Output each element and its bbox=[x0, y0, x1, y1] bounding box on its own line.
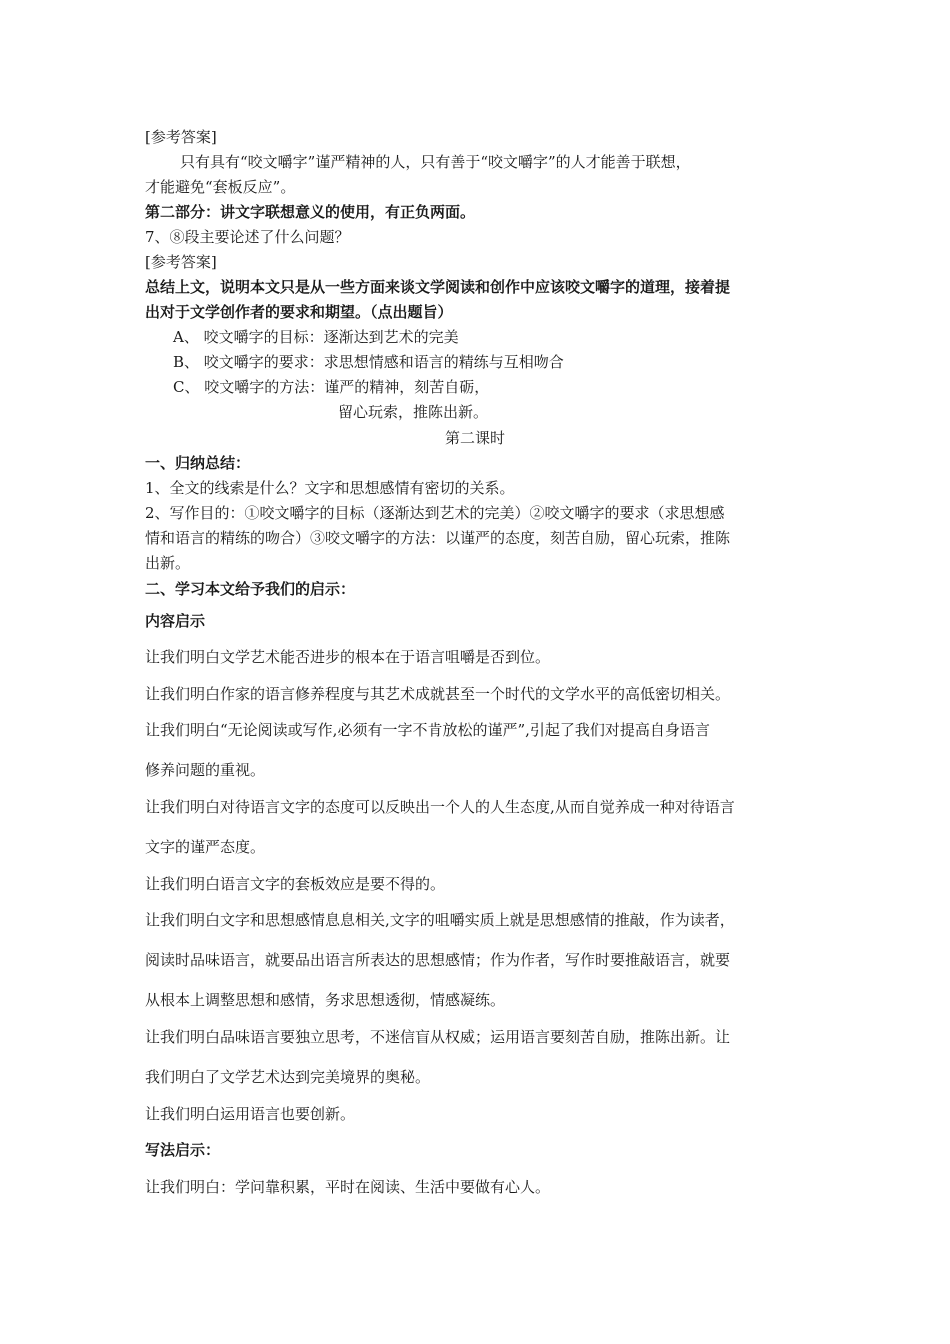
paragraph-line: 让我们明白品味语言要独立思考，不迷信盲从权威；运用语言要刻苦自励，推陈出新。让 bbox=[145, 1028, 731, 1046]
paragraph-line: 让我们明白文字和思想感情息息相关,文字的咀嚼实质上就是思想感情的推敲，作为读者， bbox=[145, 911, 735, 929]
paragraph-line: 2、写作目的：①咬文嚼字的目标（逐渐达到艺术的完美）②咬文嚼字的要求（求思想感 bbox=[145, 504, 725, 522]
subsection-heading: 写法启示： bbox=[145, 1141, 221, 1159]
lesson-title: 第二课时 bbox=[444, 429, 505, 447]
paragraph-line: 让我们明白语言文字的套板效应是要不得的。 bbox=[145, 875, 446, 893]
paragraph-line: 只有具有“咬文嚼字”谨严精神的人，只有善于“咬文嚼字”的人才能善于联想， bbox=[180, 153, 691, 171]
paragraph-line: 出新。 bbox=[145, 554, 191, 572]
subsection-heading: 内容启示 bbox=[145, 612, 206, 630]
paragraph-line: 文字的谨严态度。 bbox=[145, 838, 266, 856]
list-item-a: A、 咬文嚼字的目标：逐渐达到艺术的完美 bbox=[173, 328, 459, 346]
paragraph-line: 才能避免“套板反应”。 bbox=[145, 178, 296, 196]
summary-line: 总结上文，说明本文只是从一些方面来谈文学阅读和创作中应该咬文嚼字的道理，接着提 bbox=[145, 278, 731, 296]
section-heading: 一、归纳总结： bbox=[145, 454, 251, 472]
paragraph-line: 让我们明白运用语言也要创新。 bbox=[145, 1105, 356, 1123]
paragraph-line: 让我们明白“无论阅读或写作,必须有一字不肯放松的谨严”,引起了我们对提高自身语言 bbox=[145, 721, 710, 739]
answer-label: [参考答案] bbox=[145, 253, 217, 271]
paragraph-line: 修养问题的重视。 bbox=[145, 761, 266, 779]
summary-line: 出对于文学创作者的要求和期望。（点出题旨） bbox=[145, 303, 453, 321]
paragraph-line: 阅读时品味语言，就要品出语言所表达的思想感情；作为作者，写作时要推敲语言，就要 bbox=[145, 951, 731, 969]
paragraph-line: 让我们明白对待语言文字的态度可以反映出一个人的人生态度,从而自觉养成一种对待语言 bbox=[145, 798, 735, 816]
list-item-b: B、 咬文嚼字的要求：求思想情感和语言的精练与互相吻合 bbox=[173, 353, 564, 371]
section-heading: 二、学习本文给予我们的启示： bbox=[145, 580, 356, 598]
paragraph-line: 我们明白了文学艺术达到完美境界的奥秘。 bbox=[145, 1068, 431, 1086]
paragraph-line: 1、全文的线索是什么？文字和思想感情有密切的关系。 bbox=[145, 479, 515, 497]
list-item-c: C、 咬文嚼字的方法：谨严的精神，刻苦自砺， bbox=[173, 378, 490, 396]
paragraph-line: 让我们明白文学艺术能否进步的根本在于语言咀嚼是否到位。 bbox=[145, 648, 551, 666]
paragraph-line: 情和语言的精练的吻合）③咬文嚼字的方法：以谨严的态度，刻苦自励，留心玩索，推陈 bbox=[145, 529, 731, 547]
paragraph-line: 让我们明白作家的语言修养程度与其艺术成就甚至一个时代的文学水平的高低密切相关。 bbox=[145, 685, 731, 703]
question-line: 7、⑧段主要论述了什么问题？ bbox=[145, 228, 350, 246]
list-item-c-continued: 留心玩索，推陈出新。 bbox=[338, 403, 489, 421]
paragraph-line: 让我们明白：学问靠积累，平时在阅读、生活中要做有心人。 bbox=[145, 1178, 551, 1196]
answer-label: [参考答案] bbox=[145, 128, 217, 146]
paragraph-line: 从根本上调整思想和感情，务求思想透彻，情感凝练。 bbox=[145, 991, 506, 1009]
section-heading: 第二部分：讲文字联想意义的使用，有正负两面。 bbox=[145, 203, 476, 221]
